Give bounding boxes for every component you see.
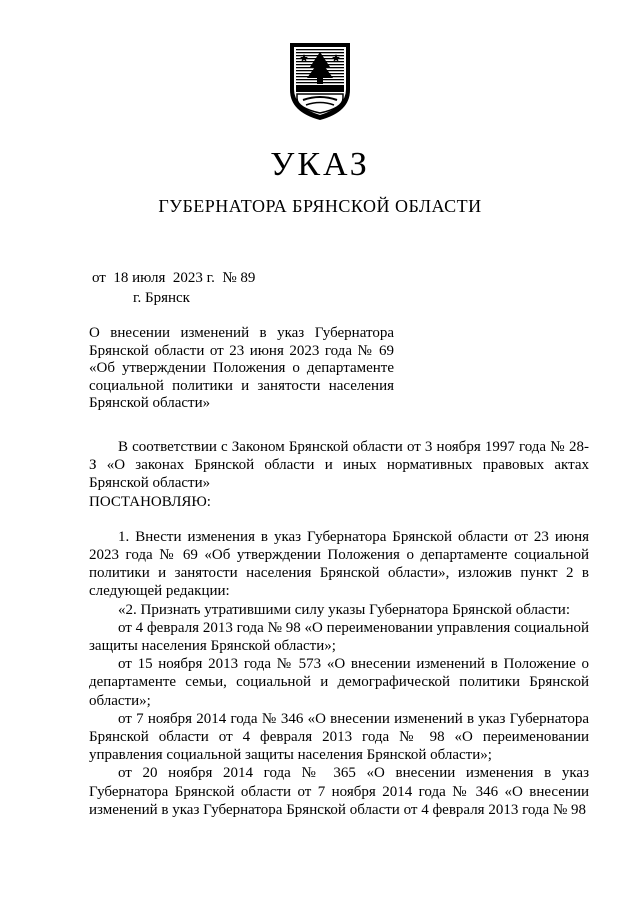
decree-subject: О внесении изменений в указ Губернатора Брянской области от 23 июня 2023 года № 69 «Об утверждении Положения о департаменте социальной политики и занятости населения Брянской области» (89, 325, 394, 411)
body-paragraph: от 20 ноября 2014 года № 365 «О внесении изменения в указ Губернатора Брянской области от 7 ноября 2014 года № 346 «О внесении изменений в указ Губернатора Брянской области от 4 февраля 2013 года № 98 (89, 765, 589, 818)
body-paragraph: от 4 февраля 2013 года № 98 «О переименовании управления социальной защиты населения Брянской области»; (89, 619, 589, 655)
coat-of-arms-emblem (287, 40, 353, 122)
document-subtitle: ГУБЕРНАТОРА БРЯНСКОЙ ОБЛАСТИ (158, 196, 482, 216)
body-paragraph: «2. Признать утратившими силу указы Губернатора Брянской области: (118, 601, 571, 618)
decree-body (89, 438, 589, 819)
decree-date-number: от 18 июля 2023 г. № 89 (92, 270, 256, 286)
body-paragraph: 1. Внести изменения в указ Губернатора Брянской области от 23 июня 2023 года № 69 «Об утверждении Положения о департаменте социальной политики и занятости населения Брянской области», изложив пункт 2 в следующей редакции: (89, 528, 589, 600)
preamble-paragraph: В соответствии с Законом Брянской области от 3 ноября 1997 года № 28-З «О законах Брянской области и иных нормативных правовых актах Брянской области» (89, 439, 589, 492)
decree-place: г. Брянск (133, 290, 190, 306)
document-title: УКАЗ (270, 146, 370, 183)
decree-word: ПОСТАНОВЛЯЮ: (89, 493, 211, 510)
body-paragraph: от 7 ноября 2014 года № 346 «О внесении изменений в указ Губернатора Брянской области от 4 февраля 2013 года № 98 «О переименовании управления социальной защиты населения Брянской области»; (89, 710, 589, 764)
body-paragraph: от 15 ноября 2013 года № 573 «О внесении изменений в Положение о департаменте семьи, социальной и демографической политики Брянской области»; (89, 656, 589, 709)
